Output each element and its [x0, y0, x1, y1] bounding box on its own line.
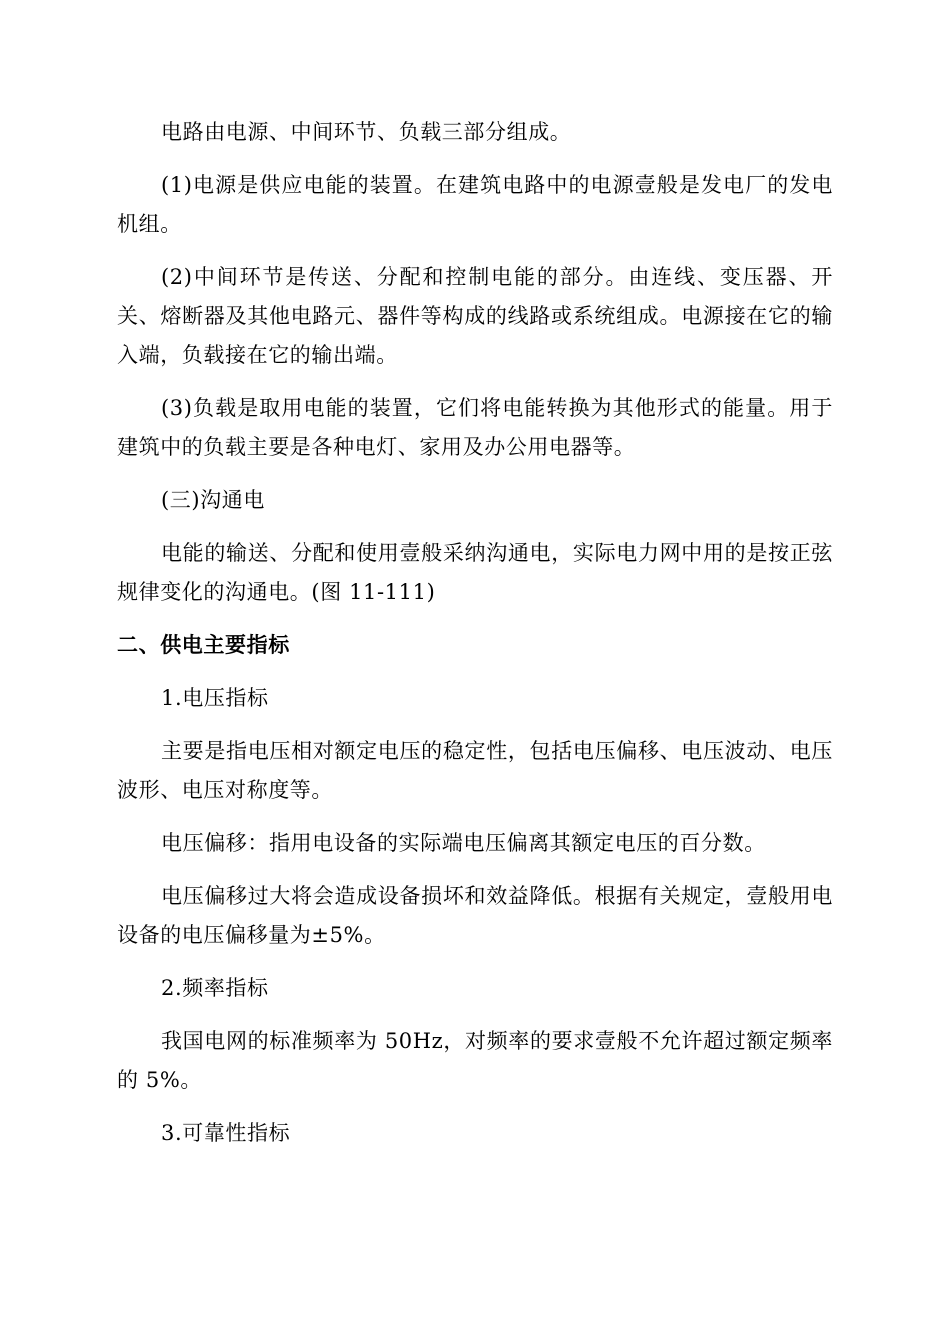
- paragraph-voltage-offset-definition: 电压偏移：指用电设备的实际端电压偏离其额定电压的百分数。: [161, 831, 766, 855]
- paragraph-alternating-current: 电能的输送、分配和使用壹般采纳沟通电，实际电力网中用的是按正弦规律变化的沟通电。(图 11-111): [117, 541, 833, 604]
- paragraph-frequency: 我国电网的标准频率为 50Hz，对频率的要求壹般不允许超过额定频率的 5%。: [117, 1029, 833, 1092]
- subheading-alternating-current: (三)沟通电: [161, 488, 265, 512]
- subheading-frequency-indicator: 2.频率指标: [161, 976, 269, 1000]
- paragraph-power-source: (1)电源是供应电能的装置。在建筑电路中的电源壹般是发电厂的发电机组。: [117, 173, 833, 236]
- paragraph-circuit-composition: 电路由电源、中间环节、负载三部分组成。: [161, 120, 572, 144]
- paragraph-voltage-offset-limit: 电压偏移过大将会造成设备损坏和效益降低。根据有关规定，壹般用电设备的电压偏移量为±5%。: [117, 884, 833, 947]
- paragraph-load: (3)负载是取用电能的装置，它们将电能转换为其他形式的能量。用于建筑中的负载主要是各种电灯、家用及办公用电器等。: [117, 396, 833, 459]
- section-heading: 二、供电主要指标: [117, 633, 290, 657]
- subheading-reliability-indicator: 3.可靠性指标: [161, 1121, 291, 1145]
- subheading-voltage-indicator: 1.电压指标: [161, 686, 269, 710]
- document-page: [117, 113, 833, 1167]
- paragraph-intermediate-link: (2)中间环节是传送、分配和控制电能的部分。由连线、变压器、开关、熔断器及其他电路元、器件等构成的线路或系统组成。电源接在它的输入端，负载接在它的输出端。: [117, 265, 833, 367]
- paragraph-voltage-stability: 主要是指电压相对额定电压的稳定性，包括电压偏移、电压波动、电压波形、电压对称度等。: [117, 739, 833, 802]
